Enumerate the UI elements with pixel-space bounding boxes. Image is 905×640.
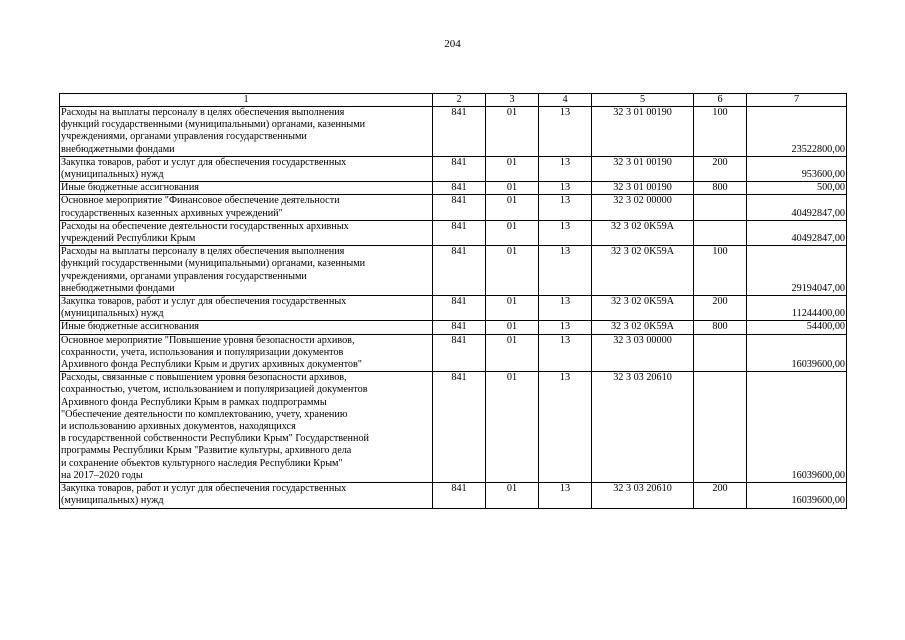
- row-section: 01: [486, 483, 539, 508]
- row-amount: 16039600,00: [747, 372, 847, 483]
- row-section: 01: [486, 321, 539, 334]
- row-subsection: 13: [539, 372, 592, 483]
- row-name: Иные бюджетные ассигнования: [60, 182, 433, 195]
- table-row: [60, 372, 847, 483]
- row-ministry: 841: [433, 195, 486, 220]
- row-amount: 40492847,00: [747, 220, 847, 245]
- row-subsection: 13: [539, 195, 592, 220]
- row-target: 32 3 02 0K59A: [592, 321, 694, 334]
- row-amount: 953600,00: [747, 156, 847, 181]
- table-row: [60, 220, 847, 245]
- row-section: 01: [486, 246, 539, 296]
- row-amount: 500,00: [747, 182, 847, 195]
- header-cell-ministry: 2: [433, 94, 486, 107]
- row-section: 01: [486, 296, 539, 321]
- row-amount: 23522800,00: [747, 107, 847, 157]
- row-name: Расходы на обеспечение деятельности государственных архивных учреждений Республики Крым: [60, 220, 433, 245]
- row-section: 01: [486, 195, 539, 220]
- row-expense-type: 800: [694, 321, 747, 334]
- header-cell-section: 3: [486, 94, 539, 107]
- header-cell-subsection: 4: [539, 94, 592, 107]
- row-subsection: 13: [539, 296, 592, 321]
- row-section: 01: [486, 107, 539, 157]
- row-section: 01: [486, 156, 539, 181]
- row-expense-type: [694, 334, 747, 372]
- row-expense-type: 100: [694, 107, 747, 157]
- row-expense-type: 200: [694, 296, 747, 321]
- table-row: [60, 483, 847, 508]
- header-cell-amount: 7: [747, 94, 847, 107]
- table-row: [60, 246, 847, 296]
- row-target: 32 3 02 00000: [592, 195, 694, 220]
- row-amount: 29194047,00: [747, 246, 847, 296]
- row-amount: 40492847,00: [747, 195, 847, 220]
- row-expense-type: [694, 220, 747, 245]
- row-target: 32 3 01 00190: [592, 156, 694, 181]
- row-amount: 11244400,00: [747, 296, 847, 321]
- budget-table: [59, 93, 847, 509]
- row-ministry: 841: [433, 296, 486, 321]
- row-name: Закупка товаров, работ и услуг для обеспечения государственных (муниципальных) нужд: [60, 296, 433, 321]
- row-name: Основное мероприятие "Повышение уровня безопасности архивов, сохранности, учета, использования и популяризации документов Архивного фонда Республики Крым и других архивных документов": [60, 334, 433, 372]
- header-cell-target: 5: [592, 94, 694, 107]
- row-name: Иные бюджетные ассигнования: [60, 321, 433, 334]
- row-amount: 16039600,00: [747, 334, 847, 372]
- table-row: [60, 195, 847, 220]
- table-row: [60, 321, 847, 334]
- row-expense-type: 100: [694, 246, 747, 296]
- row-ministry: 841: [433, 321, 486, 334]
- row-ministry: 841: [433, 334, 486, 372]
- row-ministry: 841: [433, 182, 486, 195]
- row-target: 32 3 02 0K59A: [592, 220, 694, 245]
- row-section: 01: [486, 334, 539, 372]
- row-name: Закупка товаров, работ и услуг для обеспечения государственных (муниципальных) нужд: [60, 483, 433, 508]
- row-ministry: 841: [433, 372, 486, 483]
- row-amount: 16039600,00: [747, 483, 847, 508]
- row-section: 01: [486, 182, 539, 195]
- row-subsection: 13: [539, 334, 592, 372]
- row-expense-type: 800: [694, 182, 747, 195]
- page-number: 204: [444, 38, 461, 50]
- row-ministry: 841: [433, 156, 486, 181]
- header-cell-expense-type: 6: [694, 94, 747, 107]
- row-subsection: 13: [539, 182, 592, 195]
- row-ministry: 841: [433, 107, 486, 157]
- row-section: 01: [486, 220, 539, 245]
- row-subsection: 13: [539, 246, 592, 296]
- row-expense-type: [694, 372, 747, 483]
- row-target: 32 3 03 20610: [592, 483, 694, 508]
- header-row: [60, 94, 847, 107]
- row-target: 32 3 02 0K59A: [592, 296, 694, 321]
- row-name: Закупка товаров, работ и услуг для обеспечения государственных (муниципальных) нужд: [60, 156, 433, 181]
- row-section: 01: [486, 372, 539, 483]
- row-target: 32 3 03 20610: [592, 372, 694, 483]
- row-subsection: 13: [539, 107, 592, 157]
- row-amount: 54400,00: [747, 321, 847, 334]
- row-target: 32 3 01 00190: [592, 182, 694, 195]
- row-expense-type: 200: [694, 156, 747, 181]
- table-row: [60, 107, 847, 157]
- table-row: [60, 296, 847, 321]
- header-cell-name: 1: [60, 94, 433, 107]
- row-ministry: 841: [433, 220, 486, 245]
- row-name: Расходы на выплаты персоналу в целях обеспечения выполнения функций государственными (муниципальными) органами, казенными учреждениями, органами управления государственными внебюджетными фондами: [60, 246, 433, 296]
- row-target: 32 3 02 0K59A: [592, 246, 694, 296]
- row-subsection: 13: [539, 321, 592, 334]
- table-row: [60, 334, 847, 372]
- row-target: 32 3 03 00000: [592, 334, 694, 372]
- row-ministry: 841: [433, 483, 486, 508]
- table-row: [60, 156, 847, 181]
- row-subsection: 13: [539, 220, 592, 245]
- row-expense-type: 200: [694, 483, 747, 508]
- table-row: [60, 182, 847, 195]
- row-target: 32 3 01 00190: [592, 107, 694, 157]
- row-name: Расходы, связанные с повышением уровня безопасности архивов, сохранностью, учетом, использованием и популяризацией документов Архивного фонда Республики Крым в рамках подпрограммы "Обеспечение деятельности по комплектованию, учету, хранению и использованию архивных документов, находящихся в государственной собственности Республики Крым" Государственной программы Республики Крым "Развитие культуры, архивного дела и сохранение объектов культурного наследия Республики Крым" на 2017–2020 годы: [60, 372, 433, 483]
- row-name: Расходы на выплаты персоналу в целях обеспечения выполнения функций государственными (муниципальными) органами, казенными учреждениями, органами управления государственными внебюджетными фондами: [60, 107, 433, 157]
- row-expense-type: [694, 195, 747, 220]
- row-subsection: 13: [539, 483, 592, 508]
- row-name: Основное мероприятие "Финансовое обеспечение деятельности государственных казенных архивных учреждений": [60, 195, 433, 220]
- row-ministry: 841: [433, 246, 486, 296]
- row-subsection: 13: [539, 156, 592, 181]
